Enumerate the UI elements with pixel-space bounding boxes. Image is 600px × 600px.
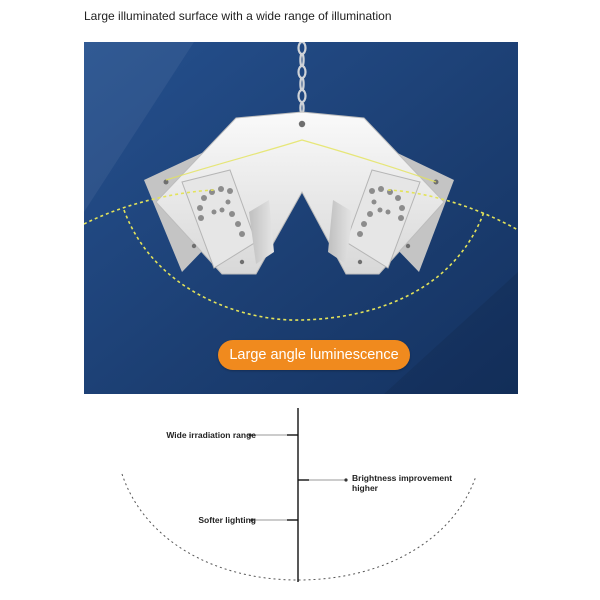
dot-brightness — [344, 478, 347, 481]
callout-brightness — [352, 473, 452, 493]
callout-brightness-line2: higher — [352, 483, 378, 493]
callout-brightness-line1: Brightness improvement — [352, 473, 453, 483]
illumination-diagram-graphic — [84, 400, 518, 590]
product-photo — [84, 42, 518, 394]
luminescence-badge: Large angle luminescence — [218, 340, 410, 370]
page-heading: Large illuminated surface with a wide range of illumination — [84, 9, 392, 23]
illumination-diagram — [84, 400, 518, 590]
callout-wide-irradiation: Wide irradiation range — [166, 430, 256, 440]
callout-softer-lighting: Softer lighting — [198, 515, 256, 525]
